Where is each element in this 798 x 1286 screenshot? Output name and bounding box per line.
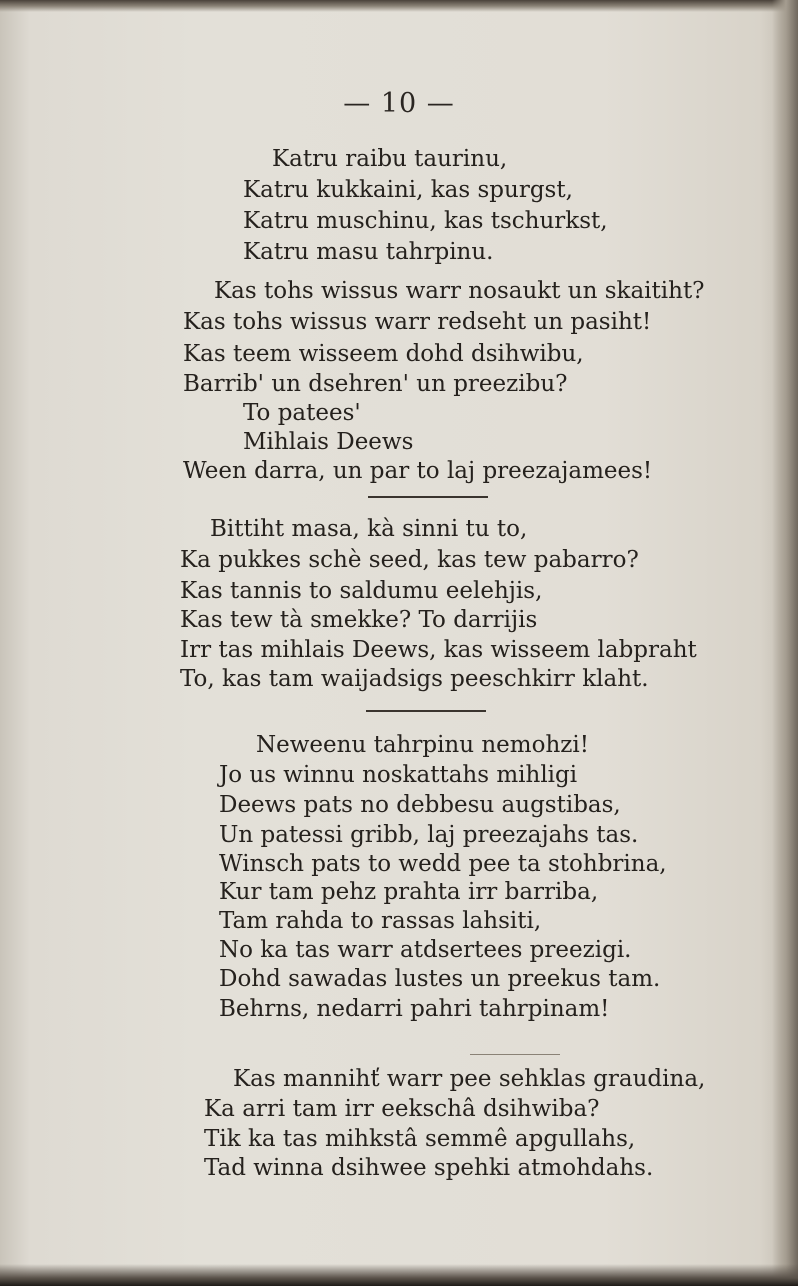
poem-line: Barrib' un dsehren' un preezibu?: [183, 371, 568, 397]
poem-line: Irr tas mihlais Deews, kas wisseem labpraht: [180, 637, 697, 663]
poem-line: Tam rahda to rassas lahsiti,: [219, 908, 542, 934]
poem-line: Kas tew tà smekke? To darrijis: [180, 607, 538, 633]
poem-line: Deews pats no debbesu augstibas,: [219, 792, 621, 818]
stray-mark: [470, 1054, 560, 1055]
poem-line: Kas mannihť warr pee sehklas graudina,: [233, 1066, 706, 1092]
poem-line: Kas tohs wissus warr redseht un pasiht!: [183, 309, 652, 335]
poem-line: Kas teem wisseem dohd dsihwibu,: [183, 341, 584, 367]
poem-line: Kas tohs wissus warr nosaukt un skaitiht?: [214, 278, 705, 304]
poem-line: No ka tas warr atdsertees preezigi.: [219, 937, 632, 963]
poem-line: Behrns, nedarri pahri tahrpinam!: [219, 996, 610, 1022]
section-divider: [368, 496, 488, 498]
poem-line: Ween darra, un par to laj preezajamees!: [183, 458, 653, 484]
poem-line: Ka arri tam irr eekschâ dsihwiba?: [204, 1096, 600, 1122]
poem-line: Katru raibu taurinu,: [272, 146, 508, 172]
poem-line: Ka pukkes schè seed, kas tew pabarro?: [180, 547, 639, 573]
poem-line: Un patessi gribb, laj preezajahs tas.: [219, 822, 639, 848]
poem-line: Jo us winnu noskattahs mihligi: [219, 762, 578, 788]
section-divider: [366, 710, 486, 712]
poem-line: Kas tannis to saldumu eelehjis,: [180, 578, 543, 604]
poem-line: Bittiht masa, kà sinni tu to,: [210, 516, 528, 542]
page-bottom-edge: [0, 1264, 798, 1286]
poem-line: Tik ka tas mihkstâ semmê apgullahs,: [204, 1126, 636, 1152]
poem-line: Katru kukkaini, kas spurgst,: [243, 177, 573, 203]
poem-line: Tad winna dsihwee spehki atmohdahs.: [204, 1155, 654, 1181]
page-binding-edge: [772, 0, 798, 1286]
poem-line: Neweenu tahrpinu nemohzi!: [256, 732, 589, 758]
poem-line: Kur tam pehz prahta irr barriba,: [219, 879, 599, 905]
poem-line: Winsch pats to wedd pee ta stohbrina,: [219, 851, 667, 877]
poem-line: Katru masu tahrpinu.: [243, 239, 494, 265]
poem-line: To, kas tam waijadsigs peeschkirr klaht.: [180, 666, 649, 692]
poem-line: To patees': [243, 400, 361, 426]
poem-line: Katru muschinu, kas tschurkst,: [243, 208, 608, 234]
poem-line: Dohd sawadas lustes un preekus tam.: [219, 966, 661, 992]
page-top-edge: [0, 0, 798, 12]
poem-line: Mihlais Deews: [243, 429, 414, 455]
page-number: — 10 —: [343, 88, 455, 119]
